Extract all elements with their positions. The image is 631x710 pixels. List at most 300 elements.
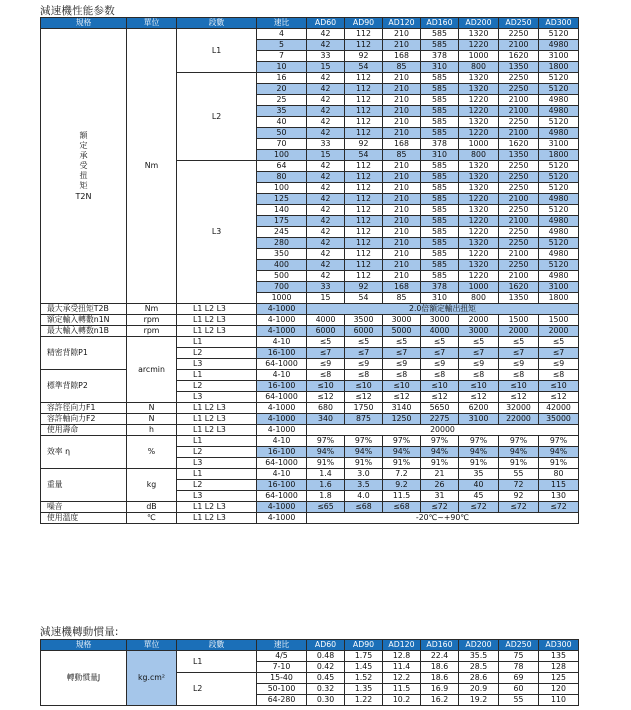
row-label: 噪音: [41, 502, 127, 513]
value-cell: 42: [307, 205, 345, 216]
value-cell: 3.5: [345, 480, 383, 491]
stage-cell: L2: [177, 348, 257, 359]
ratio-cell: 700: [257, 282, 307, 293]
value-cell: 5120: [539, 260, 579, 271]
table-row: [41, 29, 579, 40]
ratio-cell: 400: [257, 260, 307, 271]
value-cell: 585: [421, 238, 459, 249]
value-cell: 2000: [539, 326, 579, 337]
value-cell: 45: [459, 491, 499, 502]
value-cell: 585: [421, 172, 459, 183]
table-row: [41, 469, 579, 480]
value-cell: 120: [539, 684, 579, 695]
value-cell: 1220: [459, 227, 499, 238]
value-cell: 800: [459, 62, 499, 73]
ratio-cell: 4-10: [257, 469, 307, 480]
value-cell: ≤10: [539, 381, 579, 392]
column-header: AD120: [383, 18, 421, 29]
value-cell: ≤10: [345, 381, 383, 392]
value-cell: 3.0: [345, 469, 383, 480]
value-cell: 585: [421, 128, 459, 139]
value-cell: 4980: [539, 249, 579, 260]
value-cell: 18.6: [421, 673, 459, 684]
value-cell: 112: [345, 73, 383, 84]
value-cell: 97%: [307, 436, 345, 447]
value-cell: 85: [383, 62, 421, 73]
ratio-cell: 4-1000: [257, 425, 307, 436]
unit-cell: kg.cm²: [127, 651, 177, 706]
value-cell: 585: [421, 161, 459, 172]
value-cell: 3000: [421, 315, 459, 326]
value-cell: 91%: [383, 458, 421, 469]
value-cell: 0.45: [307, 673, 345, 684]
ratio-cell: 4-1000: [257, 414, 307, 425]
value-cell: ≤9: [383, 359, 421, 370]
ratio-cell: 245: [257, 227, 307, 238]
value-cell: 42: [307, 238, 345, 249]
value-cell: ≤12: [421, 392, 459, 403]
value-cell: 26: [421, 480, 459, 491]
ratio-cell: 500: [257, 271, 307, 282]
value-cell: 2100: [499, 249, 539, 260]
value-cell: 42: [307, 194, 345, 205]
value-cell: 1.22: [345, 695, 383, 706]
value-cell: 1220: [459, 216, 499, 227]
stage-cell: L2: [177, 480, 257, 491]
value-cell: ≤5: [459, 337, 499, 348]
ratio-cell: 64-1000: [257, 491, 307, 502]
value-cell: 210: [383, 117, 421, 128]
value-cell: 21: [421, 469, 459, 480]
value-cell: ≤10: [307, 381, 345, 392]
ratio-cell: 40: [257, 117, 307, 128]
stage-cell: L1: [177, 469, 257, 480]
value-cell: 1350: [499, 293, 539, 304]
ratio-cell: 80: [257, 172, 307, 183]
value-cell: 1.8: [307, 491, 345, 502]
value-cell: 85: [383, 150, 421, 161]
row-label: 使用壽命: [41, 425, 127, 436]
stage-cell: L3: [177, 458, 257, 469]
stage-cell: L1: [177, 651, 257, 673]
value-cell: 97%: [499, 436, 539, 447]
value-cell: 97%: [421, 436, 459, 447]
value-cell: 585: [421, 117, 459, 128]
value-cell: ≤8: [499, 370, 539, 381]
value-cell: 9.2: [383, 480, 421, 491]
value-cell: 42: [307, 216, 345, 227]
value-cell: 91%: [499, 458, 539, 469]
value-cell: 875: [345, 414, 383, 425]
value-cell: 2250: [499, 260, 539, 271]
column-header: AD90: [345, 18, 383, 29]
stage-cell: L1: [177, 337, 257, 348]
value-cell: 585: [421, 29, 459, 40]
value-cell: 112: [345, 106, 383, 117]
value-cell: ≤12: [307, 392, 345, 403]
value-cell: 75: [499, 651, 539, 662]
value-cell: 112: [345, 205, 383, 216]
value-cell: 2250: [499, 161, 539, 172]
value-cell: 210: [383, 238, 421, 249]
value-cell: 42: [307, 73, 345, 84]
value-cell: 1320: [459, 260, 499, 271]
value-cell: ≤5: [421, 337, 459, 348]
stage-cell: L1 L2 L3: [177, 315, 257, 326]
value-cell: 11.5: [383, 491, 421, 502]
value-cell: ≤72: [539, 502, 579, 513]
value-cell: 33: [307, 282, 345, 293]
value-cell: 5000: [383, 326, 421, 337]
stage-cell: L3: [177, 392, 257, 403]
ratio-cell: 4-1000: [257, 513, 307, 524]
row-label: 容許徑向力F1: [41, 403, 127, 414]
value-cell: 91%: [345, 458, 383, 469]
value-cell: 5120: [539, 161, 579, 172]
ratio-cell: 20: [257, 84, 307, 95]
value-cell: 585: [421, 40, 459, 51]
ratio-cell: 35: [257, 106, 307, 117]
value-cell: 210: [383, 227, 421, 238]
value-cell: 6000: [345, 326, 383, 337]
value-cell: 1500: [539, 315, 579, 326]
ratio-cell: 70: [257, 139, 307, 150]
value-cell: 55: [499, 695, 539, 706]
value-cell: 94%: [459, 447, 499, 458]
value-cell: ≤8: [459, 370, 499, 381]
value-cell: 1620: [499, 282, 539, 293]
value-cell: 42: [307, 227, 345, 238]
value-cell: ≤10: [499, 381, 539, 392]
value-cell: 680: [307, 403, 345, 414]
section-title-inertia: 減速機轉動慣量:: [40, 626, 119, 638]
column-header: AD200: [459, 640, 499, 651]
unit-cell: h: [127, 425, 177, 436]
value-cell: 54: [345, 150, 383, 161]
row-label: 標準背隙P2: [41, 370, 127, 403]
ratio-cell: 64-1000: [257, 458, 307, 469]
value-cell: 585: [421, 95, 459, 106]
value-cell: 6200: [459, 403, 499, 414]
value-cell: 12.8: [383, 651, 421, 662]
table-row: [41, 326, 579, 337]
value-cell: 2250: [499, 84, 539, 95]
ratio-cell: 25: [257, 95, 307, 106]
value-cell: 94%: [307, 447, 345, 458]
stage-cell: L3: [177, 491, 257, 502]
stage-cell: L3: [177, 161, 257, 304]
value-cell: 585: [421, 106, 459, 117]
value-cell: 42: [307, 183, 345, 194]
value-cell: 112: [345, 194, 383, 205]
value-cell: 4980: [539, 216, 579, 227]
value-cell: 1220: [459, 128, 499, 139]
value-cell: 112: [345, 183, 383, 194]
value-cell: 5650: [421, 403, 459, 414]
value-cell: 35000: [539, 414, 579, 425]
value-cell: 80: [539, 469, 579, 480]
column-header: AD160: [421, 18, 459, 29]
value-cell: 340: [307, 414, 345, 425]
stage-cell: L1: [177, 370, 257, 381]
value-cell: 20.9: [459, 684, 499, 695]
value-cell: 310: [421, 62, 459, 73]
value-cell: 20000: [307, 425, 579, 436]
value-cell: 3140: [383, 403, 421, 414]
value-cell: 42: [307, 40, 345, 51]
value-cell: 2250: [499, 205, 539, 216]
value-cell: 5120: [539, 73, 579, 84]
column-header: AD300: [539, 640, 579, 651]
stage-cell: L1: [177, 29, 257, 73]
value-cell: 585: [421, 249, 459, 260]
value-cell: ≤5: [539, 337, 579, 348]
value-cell: 210: [383, 172, 421, 183]
rated-torque-label: [41, 29, 127, 304]
value-cell: 3000: [459, 326, 499, 337]
value-cell: 1350: [499, 150, 539, 161]
value-cell: 11.5: [383, 684, 421, 695]
value-cell: 1620: [499, 51, 539, 62]
value-cell: 5120: [539, 29, 579, 40]
column-header: 段數: [177, 640, 257, 651]
value-cell: 1000: [459, 282, 499, 293]
column-header: AD160: [421, 640, 459, 651]
value-cell: 2100: [499, 216, 539, 227]
ratio-cell: 16-100: [257, 480, 307, 491]
value-cell: 310: [421, 150, 459, 161]
stage-cell: L2: [177, 73, 257, 161]
value-cell: ≤9: [307, 359, 345, 370]
ratio-cell: 16-100: [257, 348, 307, 359]
value-cell: 0.42: [307, 662, 345, 673]
value-cell: 42: [307, 271, 345, 282]
inertia-label: 轉動慣量J: [41, 651, 127, 706]
value-cell: 2250: [499, 172, 539, 183]
value-cell: 1.6: [307, 480, 345, 491]
unit-cell: N: [127, 403, 177, 414]
value-cell: 42: [307, 172, 345, 183]
value-cell: 585: [421, 84, 459, 95]
value-cell: 1350: [499, 62, 539, 73]
column-header: AD300: [539, 18, 579, 29]
value-cell: 97%: [539, 436, 579, 447]
value-cell: 1.4: [307, 469, 345, 480]
value-cell: 97%: [459, 436, 499, 447]
value-cell: 92: [345, 139, 383, 150]
value-cell: 2.0倍額定輸出扭矩: [307, 304, 579, 315]
value-cell: 33: [307, 51, 345, 62]
value-cell: 210: [383, 29, 421, 40]
value-cell: 210: [383, 205, 421, 216]
ratio-cell: 4: [257, 29, 307, 40]
value-cell: 91%: [539, 458, 579, 469]
value-cell: 92: [345, 51, 383, 62]
table-header-row: [41, 18, 579, 29]
ratio-cell: 100: [257, 150, 307, 161]
value-cell: 2000: [499, 326, 539, 337]
value-cell: 378: [421, 139, 459, 150]
value-cell: ≤12: [383, 392, 421, 403]
column-header: 規格: [41, 640, 127, 651]
value-cell: ≤9: [459, 359, 499, 370]
value-cell: 1.75: [345, 651, 383, 662]
value-cell: 210: [383, 260, 421, 271]
value-cell: 585: [421, 227, 459, 238]
unit-cell: %: [127, 436, 177, 469]
value-cell: 1620: [499, 139, 539, 150]
value-cell: 97%: [345, 436, 383, 447]
row-label: 使用溫度: [41, 513, 127, 524]
row-label: 最大輸入轉数n1B: [41, 326, 127, 337]
value-cell: 91%: [307, 458, 345, 469]
value-cell: 2250: [499, 227, 539, 238]
value-cell: -20℃~+90℃: [307, 513, 579, 524]
value-cell: ≤68: [345, 502, 383, 513]
value-cell: ≤72: [499, 502, 539, 513]
value-cell: 378: [421, 282, 459, 293]
value-cell: 1320: [459, 117, 499, 128]
table-header-row: [41, 640, 579, 651]
table-row: [41, 414, 579, 425]
value-cell: 5120: [539, 117, 579, 128]
value-cell: ≤7: [307, 348, 345, 359]
value-cell: ≤68: [383, 502, 421, 513]
value-cell: 210: [383, 183, 421, 194]
column-header: AD200: [459, 18, 499, 29]
ratio-cell: 64: [257, 161, 307, 172]
value-cell: 130: [539, 491, 579, 502]
value-cell: ≤9: [499, 359, 539, 370]
unit-cell: Nm: [127, 29, 177, 304]
value-cell: 168: [383, 51, 421, 62]
ratio-cell: 1000: [257, 293, 307, 304]
value-cell: ≤12: [345, 392, 383, 403]
value-cell: 16.2: [421, 695, 459, 706]
rated-torque-symbol: T2N: [75, 191, 92, 201]
value-cell: 168: [383, 282, 421, 293]
value-cell: 2100: [499, 271, 539, 282]
value-cell: 4980: [539, 271, 579, 282]
value-cell: ≤5: [307, 337, 345, 348]
value-cell: 1220: [459, 106, 499, 117]
value-cell: 3000: [383, 315, 421, 326]
value-cell: 210: [383, 161, 421, 172]
ratio-cell: 7: [257, 51, 307, 62]
stage-cell: L1: [177, 436, 257, 447]
value-cell: ≤8: [421, 370, 459, 381]
value-cell: 1250: [383, 414, 421, 425]
table-row: [41, 304, 579, 315]
ratio-cell: 50: [257, 128, 307, 139]
value-cell: 97%: [383, 436, 421, 447]
value-cell: 112: [345, 216, 383, 227]
ratio-cell: 280: [257, 238, 307, 249]
value-cell: ≤7: [421, 348, 459, 359]
value-cell: 16.9: [421, 684, 459, 695]
ratio-cell: 4-1000: [257, 502, 307, 513]
value-cell: 42: [307, 161, 345, 172]
value-cell: 42000: [539, 403, 579, 414]
table-row: [41, 651, 579, 662]
ratio-cell: 100: [257, 183, 307, 194]
value-cell: 2100: [499, 95, 539, 106]
value-cell: 28.6: [459, 673, 499, 684]
unit-cell: arcmin: [127, 337, 177, 403]
row-label: 效率 η: [41, 436, 127, 469]
unit-cell: dB: [127, 502, 177, 513]
ratio-cell: 50-100: [257, 684, 307, 695]
stage-cell: L1 L2 L3: [177, 414, 257, 425]
value-cell: 42: [307, 84, 345, 95]
value-cell: 2250: [499, 117, 539, 128]
value-cell: 92: [499, 491, 539, 502]
value-cell: 94%: [499, 447, 539, 458]
value-cell: 112: [345, 238, 383, 249]
value-cell: 6000: [307, 326, 345, 337]
stage-cell: L1 L2 L3: [177, 326, 257, 337]
value-cell: 112: [345, 40, 383, 51]
value-cell: 378: [421, 51, 459, 62]
value-cell: 10.2: [383, 695, 421, 706]
unit-cell: Nm: [127, 304, 177, 315]
value-cell: 12.2: [383, 673, 421, 684]
ratio-cell: 4-10: [257, 370, 307, 381]
value-cell: 1320: [459, 73, 499, 84]
value-cell: 1320: [459, 172, 499, 183]
column-header: AD120: [383, 640, 421, 651]
value-cell: ≤10: [459, 381, 499, 392]
value-cell: 1220: [459, 194, 499, 205]
value-cell: 1750: [345, 403, 383, 414]
value-cell: 2100: [499, 128, 539, 139]
value-cell: 128: [539, 662, 579, 673]
value-cell: 1220: [459, 40, 499, 51]
value-cell: 210: [383, 106, 421, 117]
value-cell: 210: [383, 95, 421, 106]
value-cell: 112: [345, 172, 383, 183]
column-header: 單位: [127, 640, 177, 651]
value-cell: 2250: [499, 29, 539, 40]
value-cell: 585: [421, 260, 459, 271]
value-cell: 22.4: [421, 651, 459, 662]
stage-cell: L1 L2 L3: [177, 425, 257, 436]
value-cell: 54: [345, 293, 383, 304]
ratio-cell: 140: [257, 205, 307, 216]
table-row: [41, 315, 579, 326]
table-row: [41, 513, 579, 524]
ratio-cell: 4-1000: [257, 304, 307, 315]
value-cell: 1220: [459, 271, 499, 282]
unit-cell: N: [127, 414, 177, 425]
value-cell: ≤5: [345, 337, 383, 348]
value-cell: ≤65: [307, 502, 345, 513]
value-cell: 42: [307, 128, 345, 139]
value-cell: ≤7: [345, 348, 383, 359]
value-cell: ≤9: [345, 359, 383, 370]
value-cell: 310: [421, 293, 459, 304]
value-cell: 585: [421, 73, 459, 84]
column-header: 規格: [41, 18, 127, 29]
ratio-cell: 175: [257, 216, 307, 227]
row-label: 重量: [41, 469, 127, 502]
value-cell: 3100: [539, 282, 579, 293]
value-cell: 85: [383, 293, 421, 304]
value-cell: 1220: [459, 249, 499, 260]
value-cell: 33: [307, 139, 345, 150]
value-cell: 4980: [539, 40, 579, 51]
column-header: AD250: [499, 18, 539, 29]
